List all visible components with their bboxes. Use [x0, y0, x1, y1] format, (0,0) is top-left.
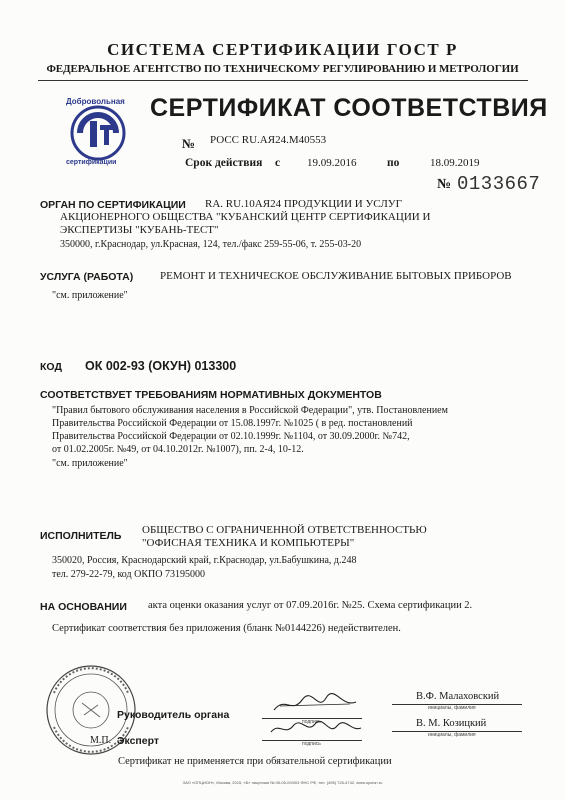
head-label: Руководитель органа	[117, 709, 230, 721]
expert-label: Эксперт	[117, 735, 160, 747]
organ-address: 350000, г.Краснодар, ул.Красная, 124, тел./факс 259-55-06, т. 255-03-20	[60, 239, 362, 250]
code-label: КОД	[40, 361, 62, 373]
head-sign-caption: подпись	[302, 719, 321, 725]
performer-label: ИСПОЛНИТЕЛЬ	[40, 530, 122, 542]
performer-line1: ОБЩЕСТВО С ОГРАНИЧЕННОЙ ОТВЕТСТВЕННОСТЬЮ	[142, 524, 427, 536]
service-note: "см. приложение"	[52, 290, 128, 301]
stamp-mark: М.П.	[90, 735, 112, 746]
validity-from-date: 19.09.2016	[307, 157, 357, 169]
validity-label: Срок действия	[185, 157, 263, 169]
logo-top-text: Добровольная	[66, 97, 125, 106]
system-title: СИСТЕМА СЕРТИФИКАЦИИ ГОСТ Р	[107, 40, 458, 59]
expert-sign-caption: подпись	[302, 741, 321, 747]
invalid-note: Сертификат соответствия без приложения (бланк №0144226) недействителен.	[52, 623, 401, 634]
validity-from-label: с	[275, 157, 281, 169]
rst-logo	[60, 95, 136, 171]
head-name-caption: инициалы, фамилия	[428, 705, 476, 711]
basis-label: НА ОСНОВАНИИ	[40, 601, 127, 613]
logo-bottom-text: сертификации	[66, 159, 117, 166]
agency-name: ФЕДЕРАЛЬНОЕ АГЕНТСТВО ПО ТЕХНИЧЕСКОМУ РЕГУЛИРОВАНИЮ И МЕТРОЛОГИИ	[46, 63, 519, 75]
organ-label: ОРГАН ПО СЕРТИФИКАЦИИ	[40, 199, 186, 211]
performer-phones: тел. 279-22-79, код ОКПО 73195000	[52, 569, 205, 580]
conformity-line1: "Правил бытового обслуживания населения в Российской Федерации", утв. Постановлением	[52, 405, 448, 416]
conformity-line5: "см. приложение"	[52, 458, 128, 469]
performer-line2: "ОФИСНАЯ ТЕХНИКА И КОМПЬЮТЕРЫ"	[142, 537, 355, 549]
service-label: УСЛУГА (РАБОТА)	[40, 271, 134, 283]
validity-to-date: 18.09.2019	[430, 157, 480, 169]
conformity-label: СООТВЕТСТВУЕТ ТРЕБОВАНИЯМ НОРМАТИВНЫХ ДОКУМЕНТОВ	[40, 389, 382, 401]
certificate-number: РОСС RU.АЯ24.М40553	[210, 134, 327, 146]
organ-line1: RA. RU.10АЯ24 ПРОДУКЦИИ И УСЛУГ	[205, 198, 402, 210]
service-value: РЕМОНТ И ТЕХНИЧЕСКОЕ ОБСЛУЖИВАНИЕ БЫТОВЫХ ПРИБОРОВ	[160, 270, 512, 282]
signature-scribble-icon	[265, 714, 365, 742]
footer-imprint: ЗАО «ОПЦИОН», Москва, 2015, «Б» лицензия № 05-05-09/003 ФНС РФ, тел. (495) 726-4742, www.opcion.ru	[182, 780, 383, 785]
conformity-line2: Правительства Российской Федерации от 15.08.1997г. №1025 ( в ред. постановлений	[52, 418, 413, 429]
certificate-title: СЕРТИФИКАТ СООТВЕТСТВИЯ	[150, 94, 548, 122]
basis-value: акта оценки оказания услуг от 07.09.2016г. №25. Схема сертификации 2.	[148, 600, 473, 611]
organ-line2: АКЦИОНЕРНОГО ОБЩЕСТВА "КУБАНСКИЙ ЦЕНТР СЕРТИФИКАЦИИ И	[60, 211, 431, 223]
organ-line3: ЭКСПЕРТИЗЫ "КУБАНЬ-ТЕСТ"	[60, 224, 219, 236]
expert-signature	[265, 714, 365, 742]
performer-address: 350020, Россия, Краснодарский край, г.Краснодар, ул.Бабушкина, д.248	[52, 555, 357, 566]
code-value: ОК 002-93 (ОКУН) 013300	[85, 359, 237, 373]
validity-to-label: по	[387, 157, 400, 169]
header-divider	[38, 80, 528, 81]
head-name: В.Ф. Малаховский	[416, 691, 500, 702]
expert-name: В. М. Козицкий	[416, 718, 487, 729]
blank-number-label: №	[437, 177, 452, 192]
conformity-line3: Правительства Российской Федерации от 02.10.1999г. №1104, от 30.09.2000г. №742,	[52, 431, 410, 442]
blank-number: 0133667	[457, 173, 541, 195]
footer-notice: Сертификат не применяется при обязательной сертификации	[118, 756, 392, 767]
number-label: №	[182, 136, 196, 151]
expert-name-caption: инициалы, фамилия	[428, 732, 476, 738]
conformity-line4: от 01.02.2005г. №49, от 04.10.2012г. №1007), пп. 2-4, 10-12.	[52, 444, 304, 455]
